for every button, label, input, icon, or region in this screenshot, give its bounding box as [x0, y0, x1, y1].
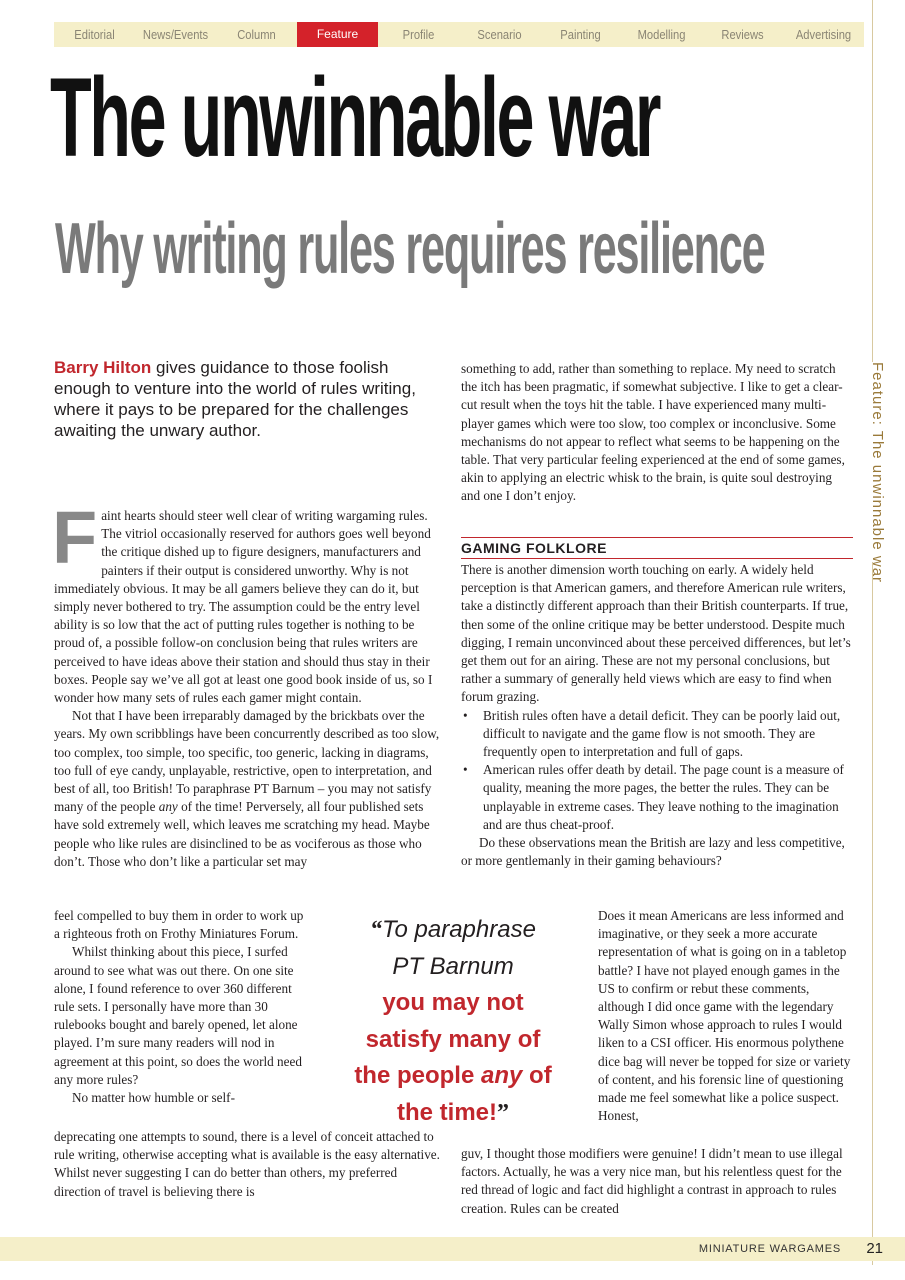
body-column-2-bottom: [461, 1145, 853, 1218]
nav-tab-advertising[interactable]: Advertising: [795, 27, 852, 42]
paragraph-continued: feel compelled to buy them in order to work up a righteous froth on Frothy Miniatures Forum.: [54, 908, 304, 942]
paragraph-continued: deprecating one attempts to sound, there is a level of conceit attached to rule writing, otherwise accepting what is available is the easy alternative. Whilst never suggesting I can do better than others, my preferred direction of travel is believing there is: [54, 1129, 440, 1199]
nav-tab-news-events[interactable]: News/Events: [142, 27, 209, 42]
paragraph-continued: guv, I thought those modifiers were genuine! I didn’t mean to use illegal factors. Actually, he was a very nice man, but his relentless quest for the red thread of logic and fact did highlight a contrast in approach to rules creation. Rules can be created: [461, 1146, 843, 1216]
close-quote-mark: ”: [497, 1099, 509, 1126]
standfirst: [54, 357, 444, 441]
nav-tab-feature[interactable]: Feature: [297, 22, 378, 47]
pull-quote-line: “To paraphrase: [370, 916, 536, 943]
body-column-1-bottom: [54, 1128, 444, 1201]
paragraph: something to add, rather than something to replace. My need to scratch the itch has been pragmatic, if somewhat subjective. I like to get a clear-cut result when the toys hit the table. I have experienced many multi-player games which were too slow, too complex or inconclusive. Some mechanisms do not appear to reflect what seems to be happening on the table. That very particular feeling experienced at the end of some games, akin to applying an electric whisk to the brain, is quite soul destroying and one I don’t enjoy.: [461, 361, 845, 504]
nav-tab-painting[interactable]: Painting: [560, 27, 601, 42]
magazine-name: MINIATURE WARGAMES: [698, 1243, 841, 1255]
body-column-1: [52, 496, 444, 871]
paragraph: Do these observations mean the British are lazy and less competitive, or more gentlemanly in their gaming behaviours?: [461, 835, 845, 869]
nav-tab-column[interactable]: Column: [237, 27, 276, 42]
drop-cap: F: [52, 496, 98, 579]
pull-quote-line: the time!”: [396, 1098, 509, 1126]
page-subtitle: Why writing rules requires resilience: [55, 209, 765, 289]
pull-quote-line: the people any of: [354, 1062, 552, 1089]
pull-quote-line: you may not: [382, 989, 524, 1016]
section-nav: [54, 22, 864, 47]
body-column-1-narrow: [54, 907, 306, 1107]
nav-tab-scenario[interactable]: Scenario: [477, 27, 522, 42]
body-column-2-section: [461, 561, 853, 870]
nav-tab-editorial[interactable]: Editorial: [74, 27, 115, 42]
page-footer: [0, 1237, 905, 1261]
margin-rule: [872, 0, 873, 1265]
pull-quote-line: satisfy many of: [365, 1025, 541, 1053]
page-number: 21: [866, 1240, 883, 1257]
bullet-list: [461, 707, 853, 834]
list-item: • American rules offer death by detail. The page count is a measure of quality, meaning the more pages, the better the rules. They can be unplayable in extreme cases. They leave nothing to the imagination and are thus cheat-proof.: [461, 761, 853, 834]
body-column-2-narrow: [598, 907, 854, 1125]
nav-tab-modelling[interactable]: Modelling: [637, 27, 686, 42]
author-name: Barry Hilton: [54, 358, 152, 377]
paragraph: Not that I have been irreparably damaged by the brickbats over the years. My own scribblings have been concurrently described as too slow, too complex, too simple, too specific, too generic, lacking in diagrams, too full of eye candy, unplayable, restrictive, open to interpretation, and best of all, too British! To paraphrase PT Barnum – you may not satisfy many of the people any of the time! Perversely, all four published sets have sold extremely well, which leaves me scratching my head. Maybe people who like rules are disinclined to be as vociferous as those who don’t. Those who don’t like a particular set may: [54, 708, 440, 869]
paragraph: Whilst thinking about this piece, I surfed around to see what was out there. On one site alone, I found reference to over 360 different rule sets. I personally have more than 30 rulebooks bought and barely opened, let alone played. I’m sure many readers will nod in agreement at this point, so does the world need any more rules?: [54, 944, 302, 1087]
paragraph: No matter how humble or self-: [72, 1090, 235, 1106]
list-item: • British rules often have a detail deficit. They can be poorly laid out, difficult to navigate and the game flow is not smooth. They are frequently open to interpretation and full of gaps.: [461, 707, 853, 762]
pull-quote: [322, 912, 584, 1131]
side-article-title: The unwinnable war: [869, 430, 886, 584]
paragraph-continued: Does it mean Americans are less informed and imaginative, or they seek a more accurate representation of what is going on in a tabletop battle? I have not played enough games in the US to confirm or rebut these comments, although I did once game with the legendary Wally Simon whose approach to rules I would liken to a CSI officer. His enormous polythene dice bag will never be topped for size or variety of content, and his forensic line of questioning made me feel somewhat like a police suspect. Honest,: [598, 908, 851, 1124]
paragraph: There is another dimension worth touching on early. A widely held perception is that American gamers, and therefore American rule writers, take a distinctly different approach than their British counterparts. If true, then some of the online critique may be better understood. Despite much digging, I remain unconvinced about these perceived differences, but let’s get them out for an airing. These are not my personal conclusions, but rather a summary of generally held views which are easy to find when forum grazing.: [461, 562, 851, 705]
body-column-2: [461, 360, 853, 506]
nav-tab-reviews[interactable]: Reviews: [721, 27, 764, 42]
nav-tab-profile[interactable]: Profile: [402, 27, 435, 42]
page-title: The unwinnable war: [50, 55, 659, 180]
side-section-name: Feature:: [869, 362, 886, 426]
pull-quote-line: PT Barnum: [392, 952, 514, 980]
open-quote-mark: “: [370, 917, 383, 943]
paragraph: Faint hearts should steer well clear of writing wargaming rules. The vitriol occasionally reserved for authors goes well beyond the critique dished up to figure designers, manufacturers and painters if their output is considered unworthy. Why is not immediately obvious. It may be all gamers believe they can do it, but simply never bothered to try. The assumption could be the entry level ability is so low that the act of putting rules together is nothing to be proud of, a possible follow-on conclusion being that rules writers are perceived to have ideas above their station and should thus stay in their boxes. People say we’ve all got at least one good book inside of us, so I wonder how many sets of rules each gamer might contain.: [52, 496, 433, 706]
standfirst-text: gives guidance to those foolish enough to venture into the world of rules writing, where it pays to be prepared for the challenges awaiting the unwary author.: [54, 358, 416, 440]
side-section-label: [868, 362, 888, 584]
section-heading: GAMING FOLKLORE: [461, 537, 853, 559]
